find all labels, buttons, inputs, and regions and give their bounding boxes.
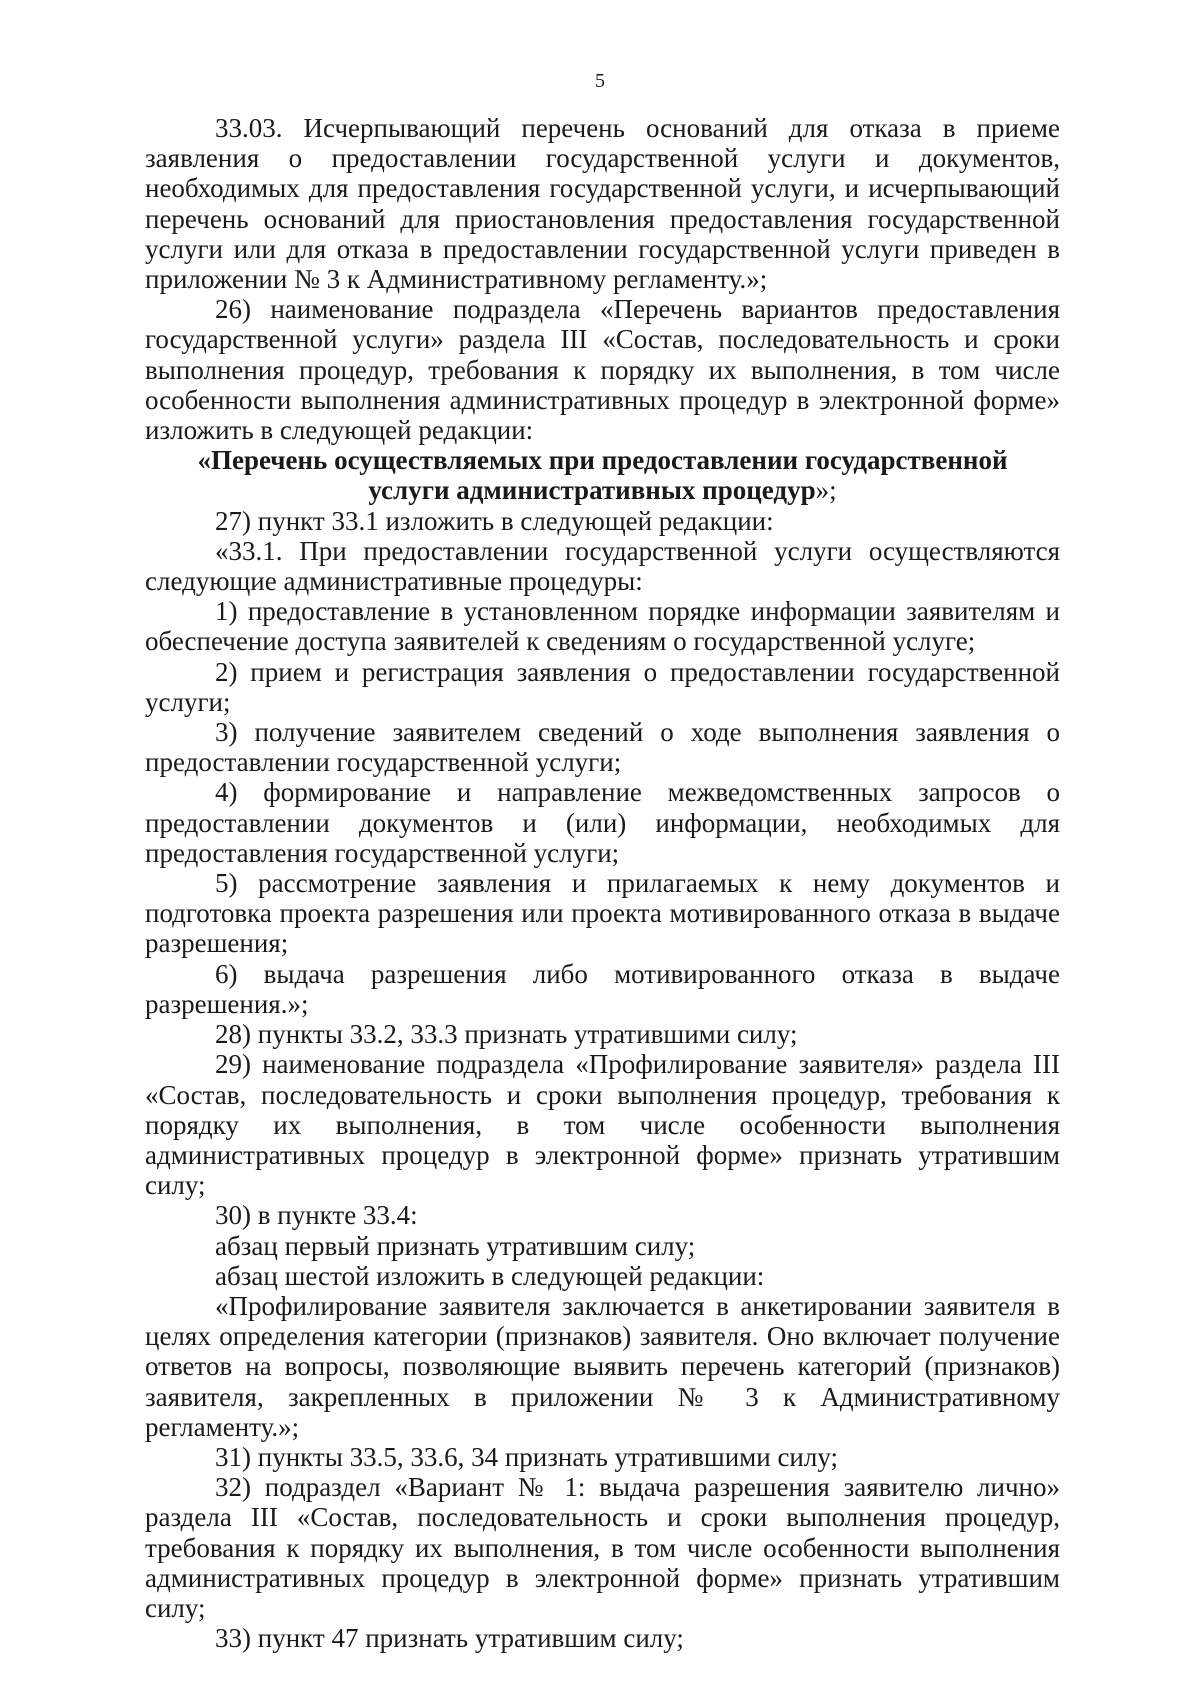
paragraph-item-30: 30) в пункте 33.4: — [215, 1200, 418, 1231]
paragraph-item-31: 31) пункты 33.5, 33.6, 34 признать утратившими силу; — [215, 1441, 838, 1472]
paragraph-item-28: 28) пункты 33.2, 33.3 признать утратившими силу; — [215, 1019, 798, 1050]
list-item-5: 5) рассмотрение заявления и прилагаемых к нему документов и подготовка проекта разрешения или проекта мотивированного отказа в выдаче разрешения; — [145, 868, 1060, 959]
paragraph-item-32: 32) подраздел «Вариант № 1: выдача разрешения заявителю лично» раздела III «Состав, последовательность и сроки выполнения процедур, требования к порядку их выполнения, в том числе особенности выполнения административных процедур в электронной форме» признать утратившим силу; — [145, 1472, 1060, 1623]
paragraph-item-29: 29) наименование подраздела «Профилирование заявителя» раздела III «Состав, последовательность и сроки выполнения процедур, требования к порядку их выполнения, в том числе особенности выполнения административных процедур в электронной форме» признать утратившим силу; — [145, 1049, 1060, 1201]
section-heading-bold: «Перечень осуществляемых при предоставлении государственной услуги административных процедур — [197, 445, 1008, 506]
paragraph-abzac-sixth: абзац шестой изложить в следующей редакции: — [215, 1260, 765, 1291]
paragraph-33-03: 33.03. Исчерпывающий перечень оснований для отказа в приеме заявления о предоставлении государственной услуги и документов, необходимых для предоставления государственной услуги, и исчерпывающий перечень оснований для приостановления предоставления государственной услуги или для отказа в предоставлении государственной услуги приведен в приложении № 3 к Административному регламенту.»; — [145, 113, 1060, 295]
list-item-4: 4) формирование и направление межведомственных запросов о предоставлении документов и (или) информации, необходимых для предоставления государственной услуги; — [145, 777, 1060, 868]
section-heading-tail: »; — [815, 475, 837, 506]
document-body — [145, 113, 1060, 1653]
paragraph-item-26: 26) наименование подраздела «Перечень вариантов предоставления государственной услуги» раздела III «Состав, последовательность и сроки выполнения процедур, требования к порядку их выполнения, в том числе особенности выполнения административных процедур в электронной форме» изложить в следующей редакции: — [145, 294, 1060, 446]
paragraph-item-33: 33) пункт 47 признать утратившим силу; — [215, 1623, 684, 1654]
paragraph-profiling: «Профилирование заявителя заключается в анкетировании заявителя в целях определения категории (признаков) заявителя. Оно включает получение ответов на вопросы, позволяющие выявить перечень категорий (признаков) заявителя, закрепленных в приложении № 3 к Административному регламенту.»; — [145, 1290, 1060, 1442]
paragraph-33-1: «33.1. При предоставлении государственной услуги осуществляются следующие административные процедуры: — [145, 535, 1060, 597]
section-heading — [145, 445, 1060, 505]
list-item-2: 2) прием и регистрация заявления о предоставлении государственной услуги; — [145, 656, 1060, 717]
list-item-3: 3) получение заявителем сведений о ходе выполнения заявления о предоставлении государственной услуги; — [145, 717, 1060, 778]
page-number: 5 — [595, 70, 605, 92]
paragraph-item-27: 27) пункт 33.1 изложить в следующей редакции: — [215, 505, 774, 536]
list-item-6: 6) выдача разрешения либо мотивированного отказа в выдаче разрешения.»; — [145, 958, 1060, 1019]
paragraph-abzac-first: абзац первый признать утратившим силу; — [215, 1230, 696, 1261]
list-item-1: 1) предоставление в установленном порядке информации заявителям и обеспечение доступа заявителей к сведениям о государственной услуге; — [145, 596, 1060, 657]
